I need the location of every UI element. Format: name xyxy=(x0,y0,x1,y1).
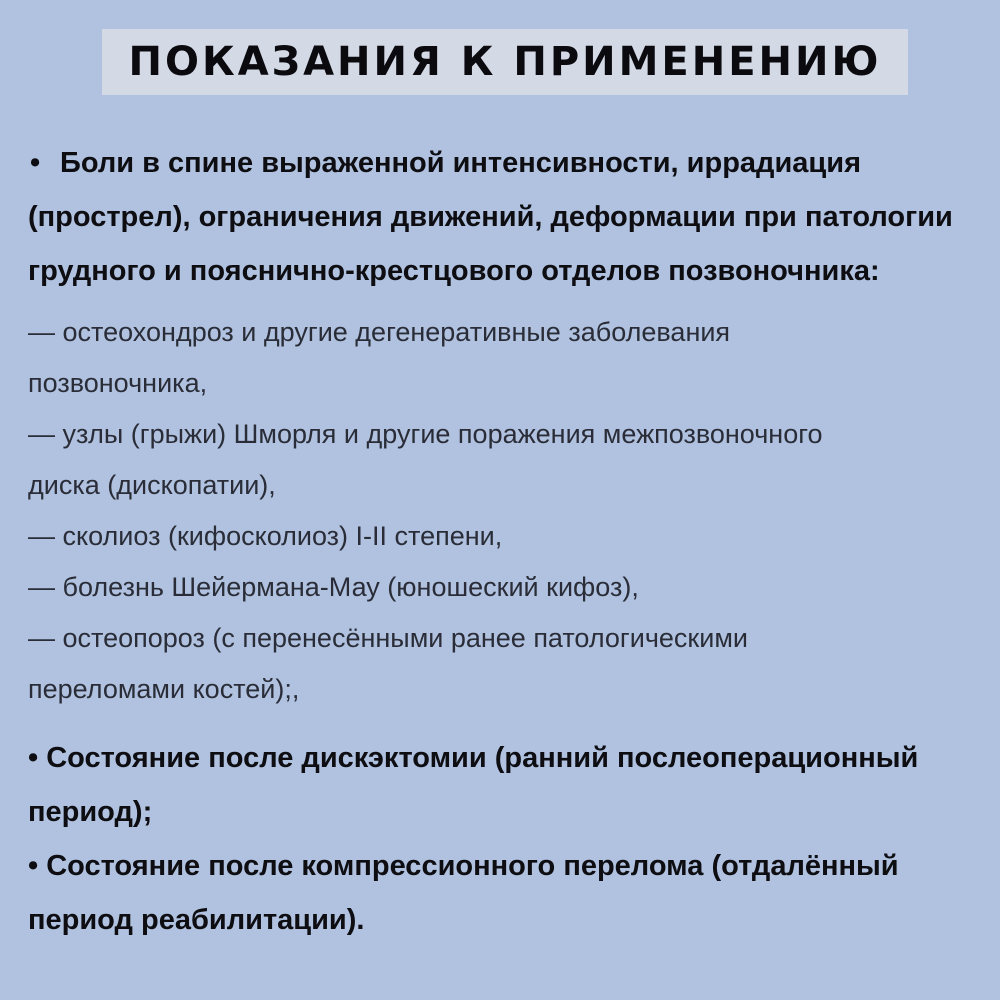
list-item-continuation: переломами костей);, xyxy=(28,674,300,704)
intro-text: Боли в спине выраженной интенсивности, иррадиация (прострел), ограничения движений, деформации при патологии грудного и пояснично-крестцового отделов позвоночника: xyxy=(28,147,953,287)
list-item: — болезнь Шейермана-Мау (юношеский кифоз), xyxy=(28,572,639,602)
page-title: ПОКАЗАНИЯ К ПРИМЕНЕНИЮ xyxy=(128,39,882,85)
list-item: — остеохондроз и другие дегенеративные заболевания xyxy=(28,317,731,347)
bullet-marker: • xyxy=(30,147,41,179)
list-item: — сколиоз (кифосколиоз) I-II степени, xyxy=(28,521,503,551)
list-item-continuation: позвоночника, xyxy=(28,368,208,398)
title-banner xyxy=(102,29,908,95)
list-item-continuation: диска (дископатии), xyxy=(28,470,276,500)
intro-paragraph xyxy=(28,136,993,298)
conditions-list xyxy=(28,307,993,715)
list-item: — узлы (грыжи) Шморля и другие поражения межпозвоночного xyxy=(28,419,823,449)
list-item: — остеопороз (с перенесёнными ранее патологическими xyxy=(28,623,748,653)
after-fracture-paragraph: • Состояние после компрессионного перелома (отдалённый период реабилитации). xyxy=(28,850,899,936)
indications-content xyxy=(28,136,993,947)
after-discectomy-paragraph: • Состояние после дискэктомии (ранний послеоперационный период); xyxy=(28,742,919,828)
